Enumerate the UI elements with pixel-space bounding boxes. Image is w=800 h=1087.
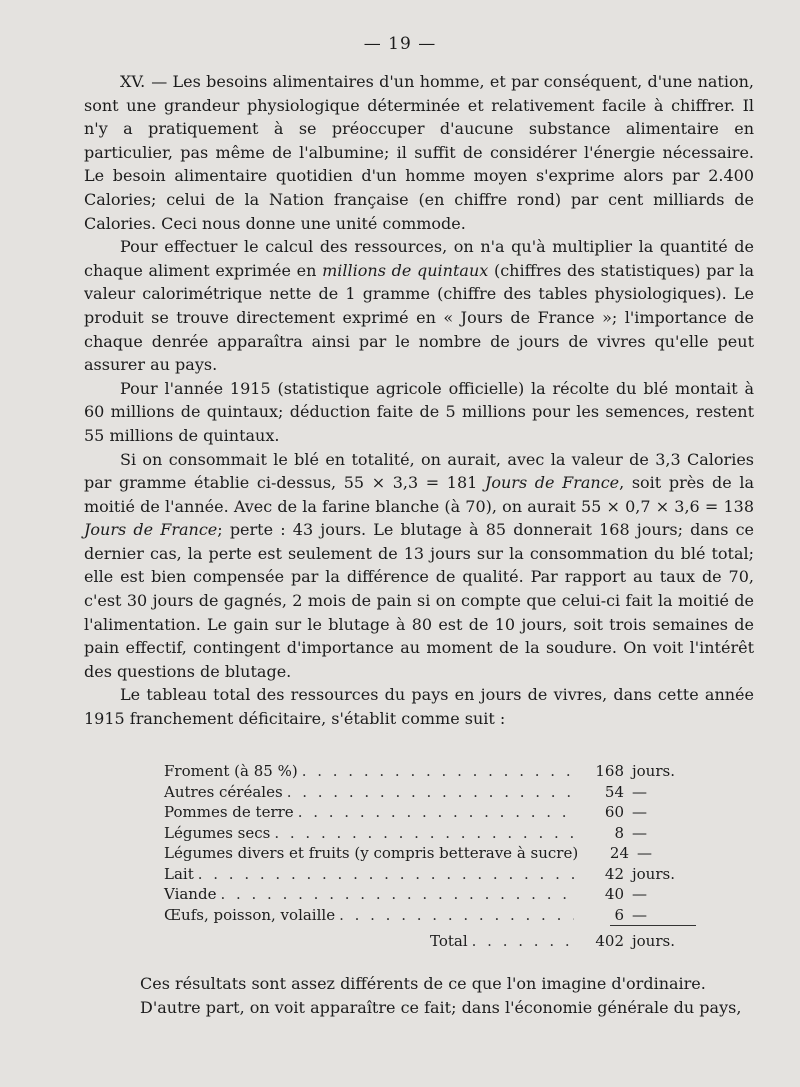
table-row <box>164 844 704 865</box>
row-unit: — <box>632 803 647 821</box>
row-value: 24 <box>609 844 629 862</box>
page-number: — 19 — <box>363 34 437 54</box>
paragraph-3: Pour l'année 1915 (statistique agricole officielle) la récolte du blé montait à 60 millions de quintaux; déduction faite de 5 millions pour les semences, restent 55 millions de quintaux. <box>84 378 754 445</box>
row-value: 54 <box>604 782 624 801</box>
leader-dots <box>302 762 574 780</box>
paragraph-2 <box>84 235 754 377</box>
paragraph-4 <box>84 448 754 684</box>
row-label: Pommes de terre <box>164 803 294 821</box>
table-row <box>164 885 704 906</box>
table-row <box>164 906 704 927</box>
table-row <box>164 824 704 845</box>
total-unit: jours. <box>632 932 675 950</box>
paragraph-4-part3: ; perte : 43 jours. Le blutage à 85 donnerait 168 jours; dans ce dernier cas, la perte est seulement de 13 jours sur la consommation du blé total; elle est bien compensée par la différence de qualité. Par rapport au taux de 70, c'est 30 jours de gagnés, 2 mois de pain si on compte que celui-ci fait la moitié de l'alimentation. Le gain sur le blutage à 80 est de 10 jours, soit trois semaines de pain effectif, contingent d'importance au moment de la soudure. On voit l'intérêt des questions de blutage. <box>84 520 754 681</box>
paragraph-4-part2: , soit près de la moitié de l'année. Avec de la farine blanche (à 70), on aurait 55 × 0,7 × 3,6 = 138 <box>84 473 754 516</box>
closing-text <box>84 972 754 1020</box>
row-label: Lait <box>164 864 194 883</box>
leader-dots <box>298 803 574 821</box>
row-label: Légumes divers et fruits (y compris betterave à sucre) <box>164 844 579 862</box>
leader-dots <box>198 865 574 883</box>
paragraph-2-emphasis: millions de quintaux <box>322 260 489 280</box>
leader-dots <box>274 824 574 842</box>
leader-dots <box>220 885 574 903</box>
leader-dots <box>287 783 574 801</box>
table-row <box>164 783 704 804</box>
table-row <box>164 865 704 886</box>
row-unit: — <box>632 782 647 801</box>
row-value: 60 <box>604 803 624 821</box>
row-unit: — <box>632 905 647 924</box>
table-row <box>164 803 704 824</box>
row-label: Œufs, poisson, volaille <box>164 905 336 924</box>
row-unit: jours. <box>632 762 675 780</box>
total-row <box>164 932 704 953</box>
row-value: 40 <box>604 885 624 903</box>
paragraph-section-xv <box>84 70 754 235</box>
row-value: 168 <box>595 762 624 780</box>
total-label: Total <box>430 932 468 950</box>
paragraph-4-part1: Si on consommait le blé en totalité, on aurait, avec la valeur de 3,3 Calories par gramme établie ci-dessus, 55 × 3,3 = 181 <box>84 449 754 493</box>
paragraph-1-text: — Les besoins alimentaires d'un homme, et par conséquent, d'une nation, sont une grandeur physiologique déterminée et relativement facile à chiffrer. Il n'y a pratiquement à se préoccuper d'aucune substance alimentaire en particulier, pas même de l'albumine; il suffit de considérer l'énergie nécessaire. Le besoin alimentaire quotidien d'un homme moyen s'exprime alors par 2.400 Calories; celui de la Nation française (en chiffre rond) par cent milliards de Calories. Ceci nous donne une unité commode. <box>84 72 754 233</box>
row-unit: — <box>632 823 647 842</box>
row-label: Autres céréales <box>164 782 283 801</box>
leader-dots <box>472 932 574 950</box>
paragraph-2-after: (chiffres des statistiques) par la valeur calorimétrique nette de 1 gramme (chiffre des tables physiologiques). Le produit se trouve directement exprimé en « Jours de France »; l'importance de chaque denrée apparaîtra ainsi par le nombre de jours de vivres qu'elle peut assurer au pays. <box>84 260 755 375</box>
closing-line-2: D'autre part, on voit apparaître ce fait; dans l'économie générale du pays, <box>140 998 742 1017</box>
row-unit: — <box>637 844 652 862</box>
paragraph-5: Le tableau total des ressources du pays en jours de vivres, dans cette année 1915 franchement déficitaire, s'établit comme suit : <box>84 685 754 729</box>
row-unit: jours. <box>632 864 675 883</box>
row-unit: — <box>632 885 647 903</box>
leader-dots <box>339 906 574 924</box>
body-text <box>84 70 754 731</box>
paragraph-4-emphasis-2: Jours de France <box>84 520 218 540</box>
paragraph-4-emphasis-1: Jours de France <box>484 473 620 493</box>
total-value: 402 <box>595 932 624 950</box>
row-value: 8 <box>614 823 624 842</box>
row-value: 6 <box>614 905 624 924</box>
row-label: Froment (à 85 %) <box>164 762 298 780</box>
row-label: Légumes secs <box>164 823 271 842</box>
section-label: XV. <box>120 72 146 91</box>
closing-line-1: Ces résultats sont assez différents de ce que l'on imagine d'ordinaire. <box>140 974 706 993</box>
total-rule <box>610 925 696 926</box>
resources-table <box>164 762 704 953</box>
paragraph-2-before: Pour effectuer le calcul des ressources, on n'a qu'à multiplier la quantité de chaque aliment exprimée en <box>84 237 754 280</box>
row-label: Viande <box>164 885 217 903</box>
row-value: 42 <box>604 864 624 883</box>
table-row <box>164 762 704 783</box>
